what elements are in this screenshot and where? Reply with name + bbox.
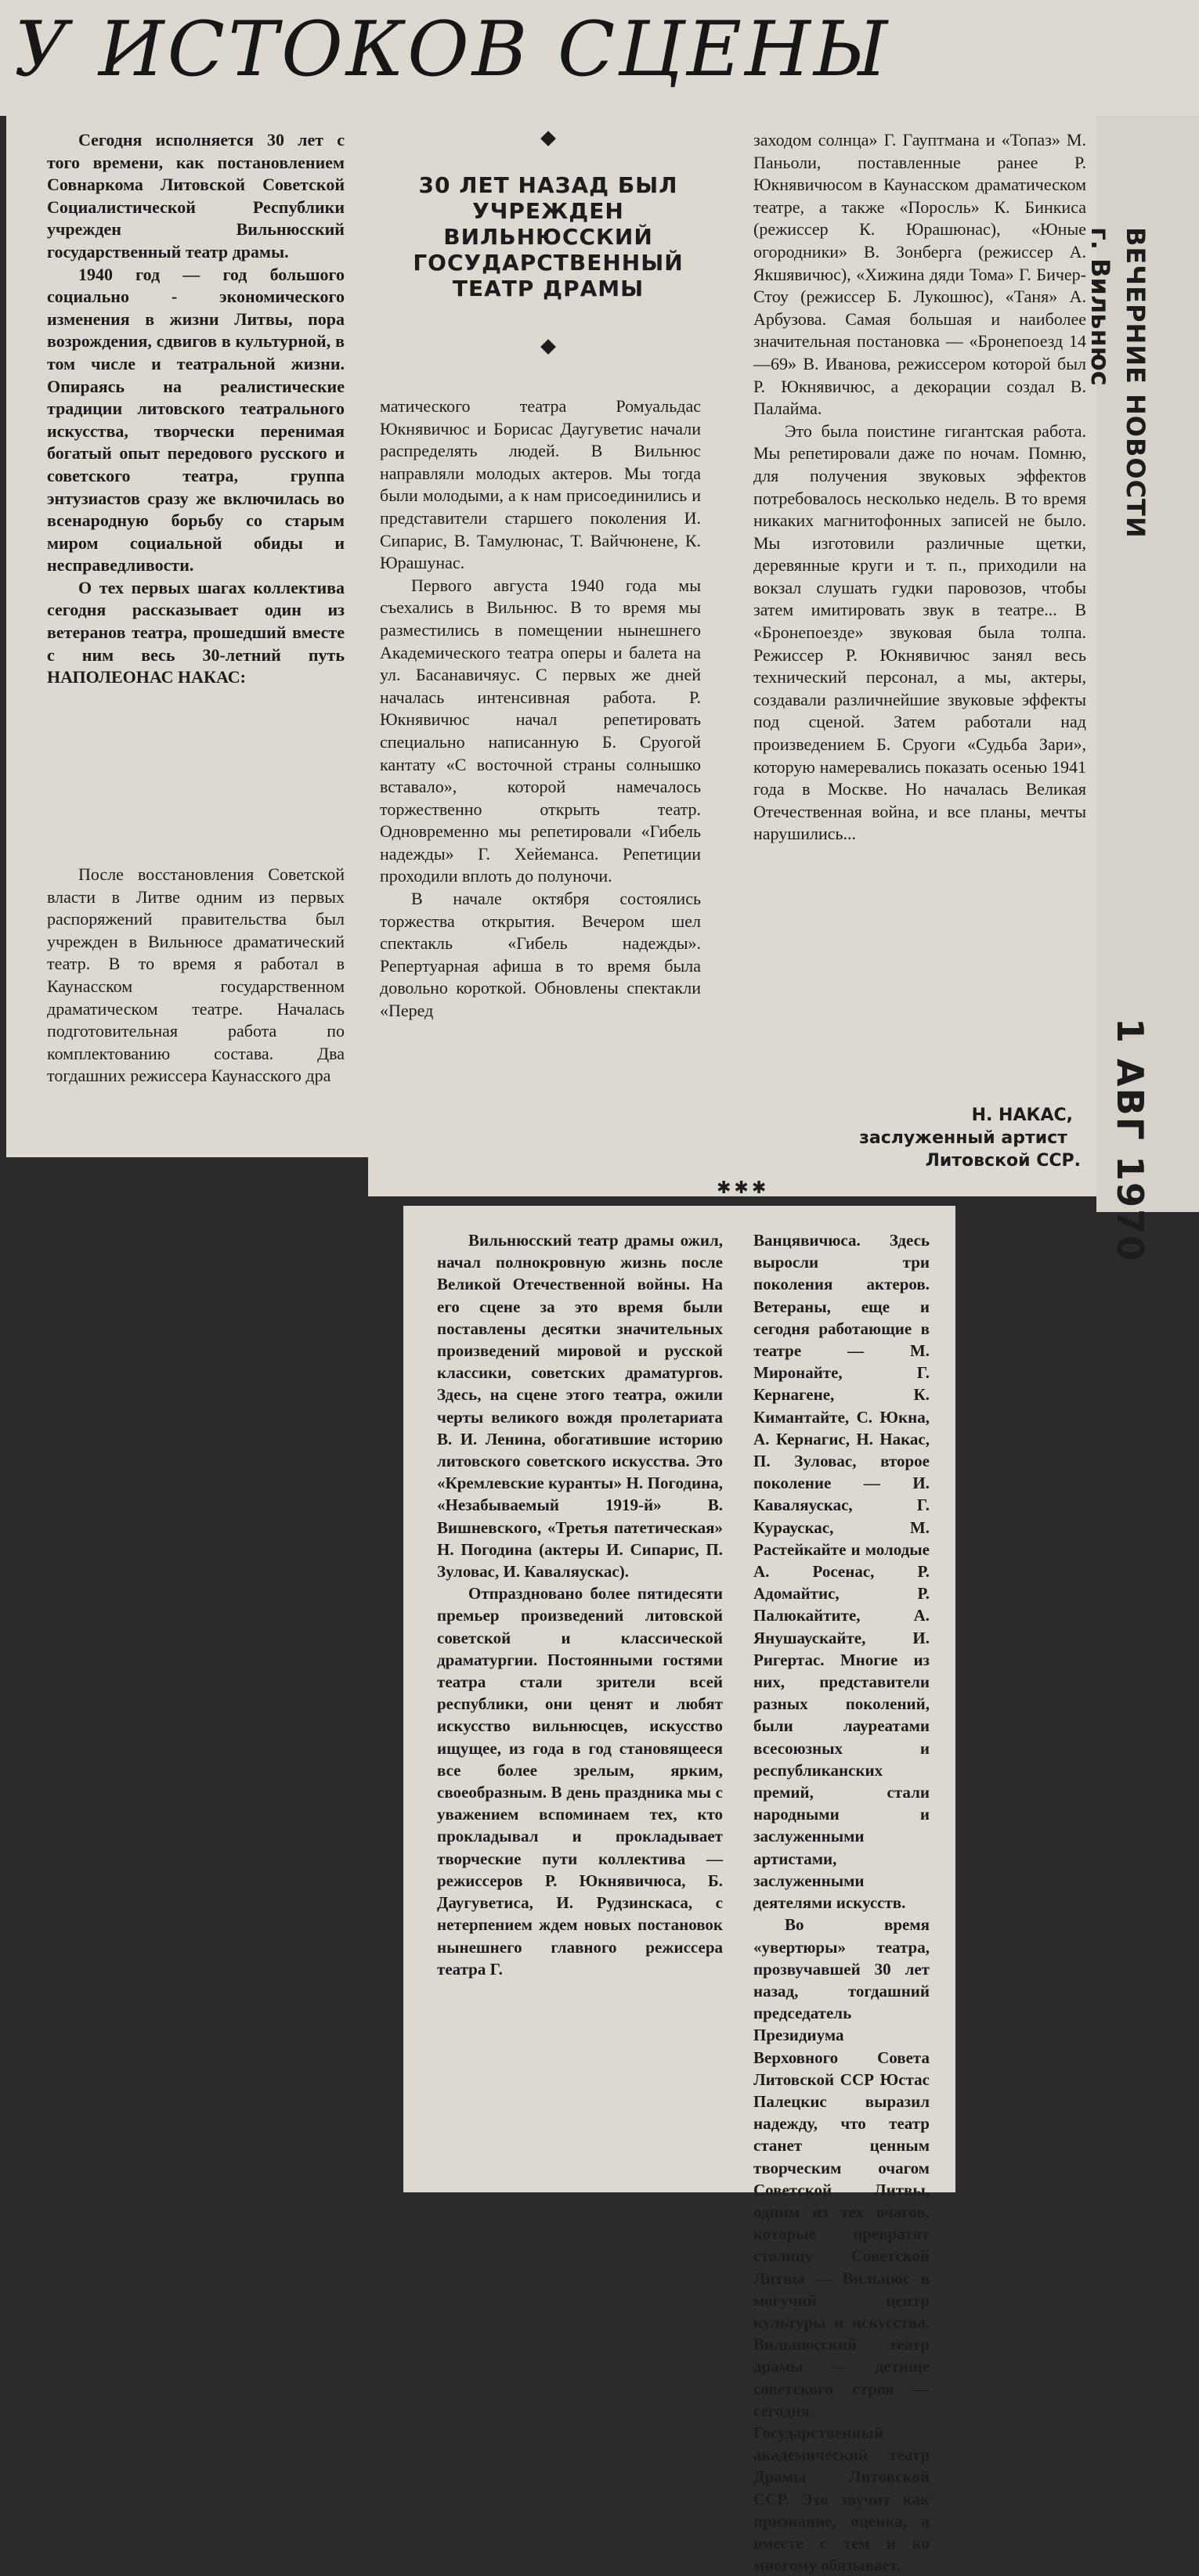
article-column-5	[753, 1229, 930, 2576]
author-name: Н. НАКАС,	[971, 1106, 1073, 1125]
author-signature	[838, 1104, 1089, 1172]
author-title: заслуженный артист	[859, 1128, 1067, 1148]
article-paragraph: матического театра Ромуальдас Юкнявичюс и Борисас Даугуветис начали распределять людей. В Вильнюс направляли молодых актеров. Мы тогда были молодыми, а к нам присоединились и представители старшего поколения И. Сипарис, В. Тамулюнас, Т. Вайчюнене, К. Юрашунас.	[380, 396, 701, 573]
intro-paragraph: О тех первых шагах коллектива сегодня рассказывает один из ветеранов театра, прошедший вместе с ним весь 30-летний путь НАПОЛЕОНАС НАКАС:	[47, 577, 345, 687]
article-paragraph: Вильнюсский театр драмы ожил, начал полнокровную жизнь после Великой Отечественной войны. На его сцене за это время были поставлены десятки значительных произведений мировой и русской классики, советских драматургов. Здесь, на сцене этого театра, ожили черты великого вождя пролетариата В. И. Ленина, обогатившие историю литовского советского искусства. Это «Кремлевские куранты» Н. Погодина, «Незабываемый 1919-й» В. Вишневского, «Третья патетическая» Н. Погодина (актеры И. Сипарис, П. Зуловас, И. Каваляускас).	[437, 1231, 723, 1582]
article-paragraph: После восстановления Советской власти в Литве одним из первых распоряжений правительства был учрежден в Вильнюсе драматический театр. В то время я работал в Каунасском государственном драматическом театре. Началась подготовительная работа по комплектованию состава. Два тогдашних режиссера Каунасского дра	[47, 864, 345, 1086]
article-column-4	[437, 1229, 723, 1980]
intro-paragraph: 1940 год — год большого социально - экономического изменения в жизни Литвы, пора возрождения, сдвигов в культурной, в том числе и театральной жизни. Опираясь на реалистические традиции литовского театрального искусства, творчески перенимая богатый опыт передового русского и советского театра, группа энтузиастов сразу же включилась во всенародную борьбу со старым миром социальной обиды и несправедливости.	[47, 264, 345, 575]
article-paragraph: заходом солнца» Г. Гауптмана и «Топаз» М. Паньоли, поставленные ранее Р. Юкнявичюсом в Каунасском драматическом театре, а также «Поросль» К. Бинкиса (режиссер К. Юрашюнас), «Юные огородники» В. Зонберга (режиссер А. Якшявичюс), «Хижина дяди Тома» Г. Бичер-Стоу (режиссер Б. Лукошюс), «Таня» А. Арбузова. Самая большая и наиболее значительная постановка — «Бронепоезд 14—69» В. Иванова, режиссером которой был Р. Юкнявичюс, а декорации создал В. Палайма.	[753, 130, 1086, 419]
article-column-1	[47, 864, 345, 1088]
intro-column	[47, 129, 345, 689]
article-paragraph: Ванцявичюса. Здесь выросли три поколения актеров. Ветераны, еще и сегодня работающие в театре — М. Миронайте, Г. Кернагене, К. Кимантайте, С. Юкна, А. Кернагис, Н. Накас, П. Зуловас, второе поколение — И. Каваляускас, Г. Кураускас, М. Растейкайте и молодые А. Росенас, Р. Адомайтис, Р. Палюкайтите, А. Янушаускайте, И. Ригертас. Многие из них, представители разных поколений, были лауреатами всесоюзных и республиканских премий, стали народными и заслуженными артистами, заслуженными деятелями искусств.	[753, 1231, 930, 1913]
page-title: У ИСТОКОВ СЦЕНЫ	[14, 5, 891, 93]
article-paragraph: Отпраздновано более пятидесяти премьер произведений литовской советской и классической драматургии. Постоянными гостями театра стали зрители всей республики, они ценят и любят искусство вильнюсцев, искусство ищущее, из года в год становящееся все более зрелым, ярким, своеобразным. В день праздника мы с уважением вспоминаем тех, кто прокладывал и прокладывает творческие пути коллектива — режиссеров Р. Юкнявичюса, Б. Даугуветиса, И. Рудзинскаса, с нетерпением ждем новых постановок нынешнего главного режиссера театра Г.	[437, 1584, 723, 1979]
article-column-3	[753, 129, 1086, 846]
article-headline: 30 ЛЕТ НАЗАД БЫЛ УЧРЕЖДЕН ВИЛЬНЮССКИЙ ГОСУДАРСТВЕННЫЙ ТЕАТР ДРАМЫ	[413, 172, 684, 301]
article-column-2	[380, 395, 701, 1023]
city-stamp: г. Вильнюс	[1085, 227, 1115, 386]
author-title-2: Литовской ССР.	[925, 1151, 1081, 1171]
date-stamp: 1 АВГ 1970	[1109, 1018, 1151, 1263]
newspaper-name-stamp: ВЕЧЕРНИЕ НОВОСТИ	[1121, 227, 1150, 539]
article-paragraph: Первого августа 1940 года мы съехались в Вильнюс. В то время мы разместились в помещении нынешнего Академического театра оперы и балета на ул. Басанавичяус. С первых же дней началась интенсивная работа. Р. Юкнявичюс начал репетировать специально написанную Б. Сруогой кантату «С восточной страны солнышко вставало», которой намечалось торжественно открыть театр. Одновременно мы репетировали «Гибель надежды» Г. Хейеманса. Репетиции проходили вплоть до полуночи.	[380, 575, 701, 886]
article-paragraph: Это была поистине гигантская работа. Мы репетировали даже по ночам. Помню, для получения звуковых эффектов потребовалось несколько недель. В то время никаких магнитофонных записей не было. Мы изготовили различные щетки, деревянные круги и т. п., приходили на вокзал слушать гудки паровозов, чтобы затем имитировать звук в театре... В «Бронепоезде» звуковая была толпа. Режиссер Р. Юкнявичюс занял весь технический персонал, а мы, актеры, создавали различнейшие звуковые эффекты под сценой. Затем работали над произведением Б. Сруоги «Судьба Зари», которую намеревались показать осенью 1941 года в Москве. Но началась Великая Отечественная война, и все планы, мечты нарушились...	[753, 420, 1086, 844]
intro-paragraph: Сегодня исполняется 30 лет с того времени, как постановлением Совнаркома Литовской Советской Социалистической Республики учрежден Вильнюсский государственный театр драмы.	[47, 130, 345, 262]
asterism-ornament: ✱✱✱	[717, 1178, 770, 1198]
article-paragraph: Во время «увертюры» театра, прозвучавшей 30 лет назад, тогдашний председатель Президиума Верховного Совета Литовской ССР Юстас Палецкис выразил надежду, что театр станет ценным творческим очагом Советской Литвы, одним из тех очагов, которые превратят столицу Советской Литвы — Вильнюс в могучий центр культуры и искусства. Вильнюсский театр драмы — детище советского строя — сегодня Государственный академический театр Драмы Литовской ССР. Это звучит как признание, оценка, а вместе с тем и ко многому обязывает.	[753, 1915, 930, 2575]
article-paragraph: В начале октября состоялись торжества открытия. Вечером шел спектакль «Гибель надежды». Репертуарная афиша в то время была довольно короткой. Обновлены спектакли «Перед	[380, 889, 701, 1021]
